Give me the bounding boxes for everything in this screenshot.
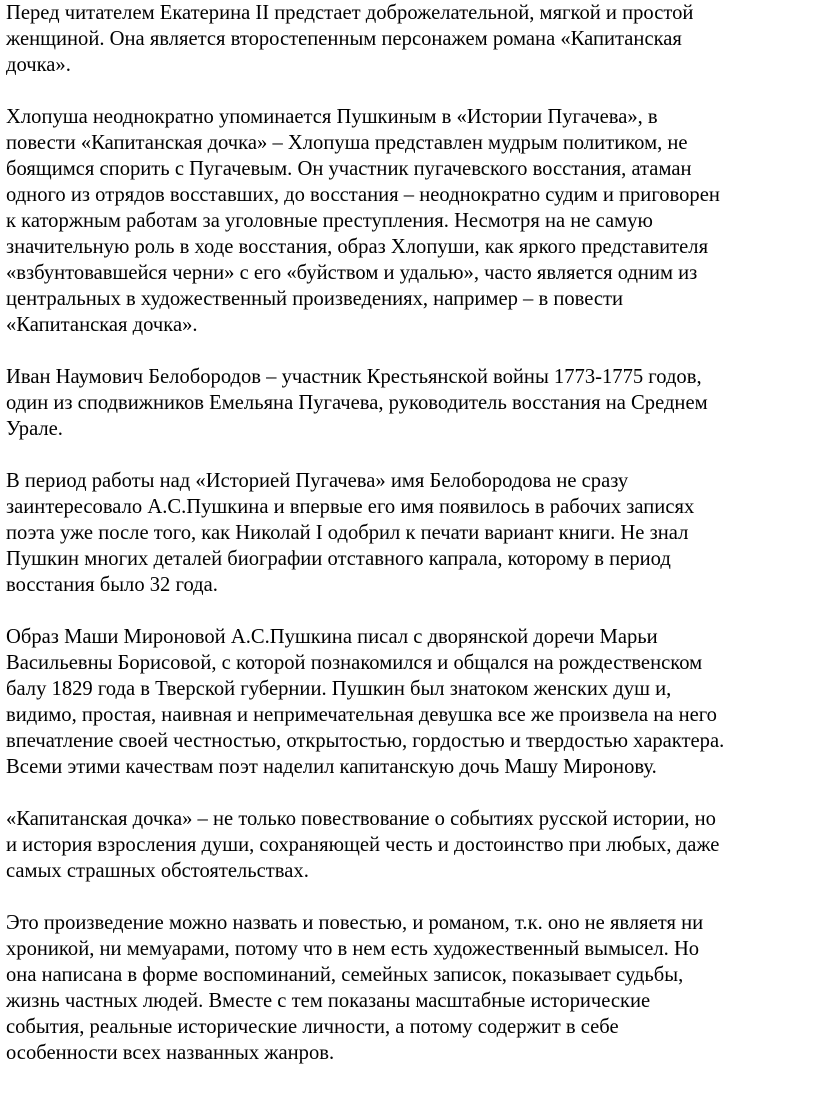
paragraph-spacer — [6, 884, 812, 910]
paragraph-spacer — [6, 780, 812, 806]
paragraph-beloborodov-intro: Иван Наумович Белобородов – участник Крестьянской войны 1773-1775 годов, один из сподвижников Емельяна Пугачева, руководитель восстания на Среднем Урале. — [6, 366, 708, 440]
paragraph-khlopusha: Хлопуша неоднократно упоминается Пушкиным в «Истории Пугачева», в повести «Капитанская дочка» – Хлопуша представлен мудрым политиком, не боящимся спорить с Пугачевым. Он участник пугачевского восстания, атаман одного из отрядов восставших, до восстания – неоднократно судим и приговорен к каторжным работам за уголовные преступления. Несмотря на не самую значительную роль в ходе восстания, образ Хлопуши, как яркого представителя «взбунтовавшейся черни» с его «буйством и удалью», часто является одним из центральных в художественный произведениях, например – в повести «Капитанская дочка». — [6, 106, 720, 336]
paragraph-spacer — [6, 78, 812, 104]
paragraph-spacer — [6, 598, 812, 624]
paragraph-masha-mironova: Образ Маши Мироновой А.С.Пушкина писал с дворянской доречи Марьи Васильевны Борисовой, с которой познакомился и общался на рождественском балу 1829 года в Тверской губернии. Пушкин был знатоком женских душ и, видимо, простая, наивная и непримечательная девушка все же произвела на него впечатление своей честностью, открытостью, гордостью и твердостью характера. Всеми этими качествам поэт наделил капитанскую дочь Машу Миронову. — [6, 626, 725, 778]
paragraph-spacer — [6, 338, 812, 364]
paragraph-beloborodov-history: В период работы над «Историей Пугачева» имя Белобородова не сразу заинтересовало А.С.Пушкина и впервые его имя появилось в рабочих записях поэта уже после того, как Николай I одобрил к печати вариант книги. Не знал Пушкин многих деталей биографии отставного капрала, которому в период восстания было 32 года. — [6, 470, 695, 596]
document-page — [6, 0, 812, 1066]
paragraph-captains-daughter: «Капитанская дочка» – не только повествование о событиях русской истории, но и история взросления души, сохраняющей честь и достоинство при любых, даже самых страшных обстоятельствах. — [6, 808, 720, 882]
paragraph-catherine: Перед читателем Екатерина II предстает доброжелательной, мягкой и простой женщиной. Она является второстепенным персонажем романа «Капитанская дочка». — [6, 2, 694, 76]
paragraph-genre: Это произведение можно назвать и повестью, и романом, т.к. оно не являетя ни хроникой, ни мемуарами, потому что в нем есть художественный вымысел. Но она написана в форме воспоминаний, семейных записок, показывает судьбы, жизнь частных людей. Вместе с тем показаны масштабные исторические события, реальные исторические личности, а потому содержит в себе особенности всех названных жанров. — [6, 912, 704, 1064]
paragraph-spacer — [6, 442, 812, 468]
